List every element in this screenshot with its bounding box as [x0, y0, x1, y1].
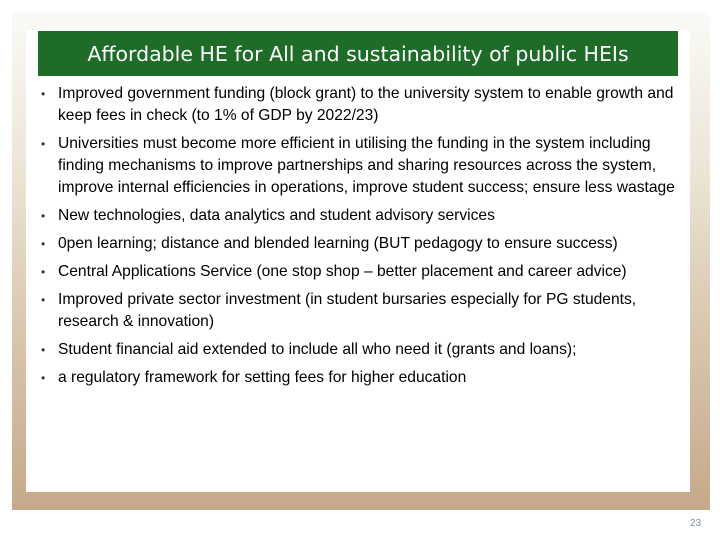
bullet-text: 0pen learning; distance and blended learning (BUT pedagogy to ensure success): [58, 235, 618, 252]
bullet-text: Central Applications Service (one stop shop – better placement and career advice): [58, 263, 627, 280]
page-number: 23: [690, 518, 702, 529]
bullet-item: [39, 367, 684, 389]
bullet-marker: •: [41, 209, 46, 223]
bullet-item: [39, 339, 684, 361]
bullet-marker: •: [41, 137, 46, 151]
bullet-item: [39, 133, 684, 199]
bullet-marker: •: [41, 237, 46, 251]
bullet-marker: •: [41, 343, 46, 357]
slide-title-text: Affordable HE for All and sustainability of public HEIs: [87, 41, 629, 66]
bullet-text: Improved government funding (block grant) to the university system to enable growth and keep fees in check (to 1% of GDP by 2022/23): [58, 85, 674, 124]
slide-title: [38, 31, 678, 76]
bullet-item: [39, 233, 684, 255]
bullet-text: Universities must become more efficient in utilising the funding in the system including finding mechanisms to improve partnerships and sharing resources across the system, improve internal efficiencies in operations, improve student success; ensure less wastage: [58, 135, 675, 196]
bullet-text: a regulatory framework for setting fees for higher education: [58, 369, 467, 386]
bullet-list: [39, 83, 684, 395]
bullet-text: Improved private sector investment (in student bursaries especially for PG students, research & innovation): [58, 291, 637, 330]
bullet-item: [39, 83, 684, 127]
bullet-item: [39, 261, 684, 283]
bullet-item: [39, 289, 684, 333]
bullet-text: New technologies, data analytics and student advisory services: [58, 207, 495, 224]
bullet-marker: •: [41, 265, 46, 279]
bullet-marker: •: [41, 293, 46, 307]
bullet-marker: •: [41, 87, 46, 101]
bullet-item: [39, 205, 684, 227]
bullet-text: Student financial aid extended to include all who need it (grants and loans);: [58, 341, 577, 358]
bullet-marker: •: [41, 371, 46, 385]
